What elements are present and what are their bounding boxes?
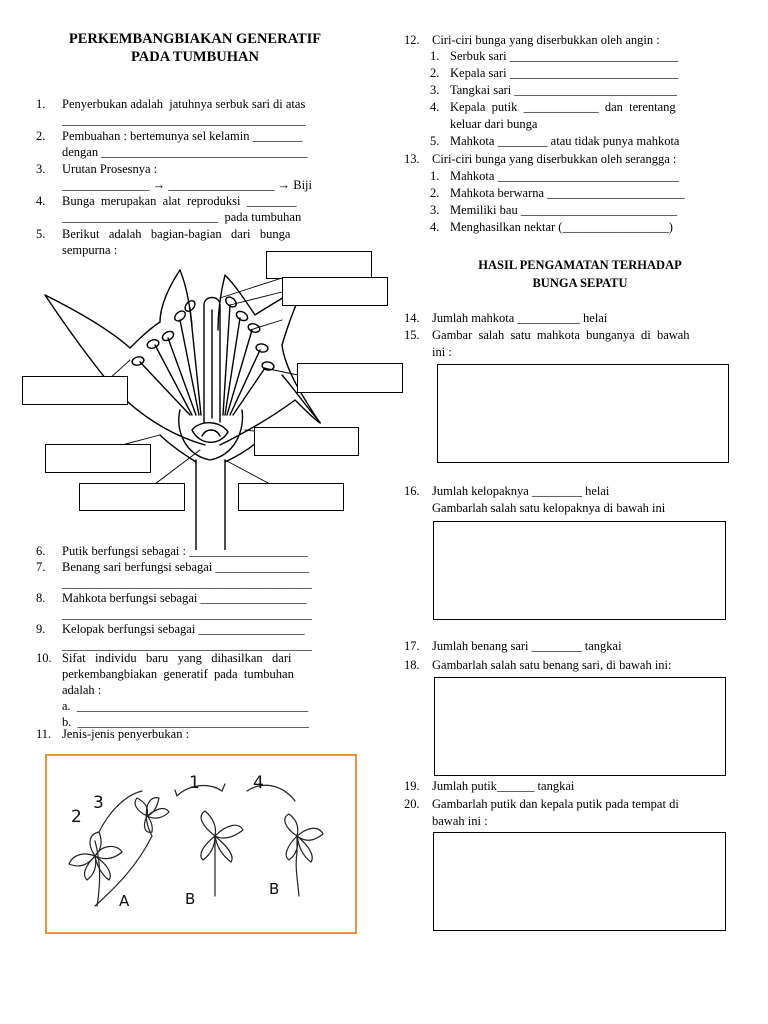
pollination-letter-b-2: B <box>269 880 280 898</box>
question-number: 8. <box>36 591 46 605</box>
question-number: 19. <box>404 779 420 793</box>
list-item[interactable]: Mahkota berwarna ______________________ <box>450 186 685 200</box>
answer-blank[interactable]: ______________ → _________________ → Biji <box>62 178 313 192</box>
question-11 <box>36 726 362 744</box>
list-item[interactable]: Serbuk sari ___________________________ <box>450 49 679 63</box>
pollination-number-2: 2 <box>71 807 82 827</box>
observation-heading-line-2: BUNGA SEPATU <box>532 276 628 290</box>
question-12 <box>404 32 734 152</box>
question-text: Jumlah kelopaknya ________ helai <box>432 484 610 498</box>
pollination-letter-a: A <box>119 892 130 910</box>
question-text: Sifat individu baru yang dihasilkan dari <box>62 651 292 665</box>
question-text: Kelopak berfungsi sebagai _________________ <box>62 622 305 636</box>
question-16 <box>404 483 734 517</box>
label-box-7[interactable] <box>79 483 185 511</box>
list-item-continuation: keluar dari bunga <box>450 117 538 131</box>
label-box-5[interactable] <box>254 427 359 456</box>
question-number: 6. <box>36 544 46 558</box>
question-text: sempurna : <box>62 243 118 257</box>
label-box-1[interactable] <box>266 251 372 279</box>
title-line-2: PADA TUMBUHAN <box>131 49 259 65</box>
list-item-number: 4. <box>430 220 440 234</box>
question-4 <box>36 193 362 227</box>
answer-blank[interactable]: ________________________________________ <box>62 607 312 621</box>
question-number: 11. <box>36 727 52 741</box>
question-1 <box>36 96 362 130</box>
list-item[interactable]: Tangkai sari __________________________ <box>450 83 677 97</box>
drawing-box-pistil[interactable] <box>433 832 726 931</box>
pollination-number-1: 1 <box>189 773 200 793</box>
question-text: bawah ini : <box>432 814 488 828</box>
observation-heading-line-1: HASIL PENGAMATAN TERHADAP <box>478 258 682 272</box>
list-item-number: 3. <box>430 203 440 217</box>
question-2 <box>36 128 362 162</box>
pollination-letter-b-1: B <box>185 890 196 908</box>
answer-blank-b[interactable]: b. _____________________________________ <box>62 715 309 729</box>
question-text: Urutan Prosesnya : <box>62 162 158 176</box>
list-item-number: 4. <box>430 100 440 114</box>
question-10 <box>36 650 362 734</box>
question-number: 5. <box>36 227 46 241</box>
question-number: 4. <box>36 194 46 208</box>
question-number: 13. <box>404 152 420 166</box>
question-number: 3. <box>36 162 46 176</box>
question-20 <box>404 796 734 830</box>
question-text: Gambar salah satu mahkota bunganya di bawah <box>432 328 690 342</box>
question-text: Ciri-ciri bunga yang diserbukkan oleh serangga : <box>432 152 677 166</box>
question-7 <box>36 559 362 593</box>
question-19 <box>404 778 734 796</box>
question-text: ini : <box>432 345 452 359</box>
question-text: Jenis-jenis penyerbukan : <box>62 727 190 741</box>
question-number: 14. <box>404 311 420 325</box>
question-text: Gambarlah putik dan kepala putik pada tempat di <box>432 797 679 811</box>
question-13 <box>404 151 734 239</box>
label-box-2[interactable] <box>282 277 388 306</box>
drawing-box-sepal[interactable] <box>433 521 726 620</box>
question-number: 15. <box>404 328 420 342</box>
question-text: Gambarlah salah satu benang sari, di bawah ini: <box>432 658 672 672</box>
question-text: Mahkota berfungsi sebagai _________________ <box>62 591 307 605</box>
pollination-image <box>45 754 357 934</box>
question-number: 18. <box>404 658 420 672</box>
title-line-1: PERKEMBANGBIAKAN GENERATIF <box>68 31 322 47</box>
question-18 <box>404 657 734 675</box>
question-text: Jumlah putik______ tangkai <box>432 779 575 793</box>
answer-blank[interactable]: _________________________ pada tumbuhan <box>62 210 302 224</box>
answer-blank-a[interactable]: a. _____________________________________ <box>62 699 309 713</box>
question-text: Putik berfungsi sebagai : ___________________ <box>62 544 308 558</box>
question-text: adalah : <box>62 683 102 697</box>
question-text: Jumlah mahkota __________ helai <box>432 311 608 325</box>
observation-heading <box>430 256 730 292</box>
list-item[interactable]: Mahkota ________ atau tidak punya mahkota <box>450 134 680 148</box>
question-number: 10. <box>36 651 52 665</box>
question-text: perkembangbiakan generatif pada tumbuhan <box>62 667 294 681</box>
question-number: 16. <box>404 484 420 498</box>
question-number: 12. <box>404 33 420 47</box>
question-15 <box>404 327 734 361</box>
question-17 <box>404 638 734 656</box>
question-number: 20. <box>404 797 420 811</box>
answer-blank[interactable]: dengan _________________________________ <box>62 145 308 159</box>
drawing-box-petal[interactable] <box>437 364 729 463</box>
answer-blank[interactable]: ________________________________________ <box>62 638 312 652</box>
question-number: 2. <box>36 129 46 143</box>
label-box-3[interactable] <box>297 363 403 393</box>
question-text: Bunga merupakan alat reproduksi ________ <box>62 194 297 208</box>
question-text: Berikut adalah bagian-bagian dari bunga <box>62 227 291 241</box>
question-text: Benang sari berfungsi sebagai _______________ <box>62 560 310 574</box>
question-8 <box>36 590 362 624</box>
question-number: 1. <box>36 97 46 111</box>
list-item-number: 2. <box>430 66 440 80</box>
list-item[interactable]: Menghasilkan nektar (_________________) <box>450 220 673 234</box>
question-text: Jumlah benang sari ________ tangkai <box>432 639 622 653</box>
question-text: Pembuahan : bertemunya sel kelamin ________ <box>62 129 303 143</box>
list-item-number: 1. <box>430 49 440 63</box>
answer-blank[interactable]: _______________________________________ <box>62 113 306 127</box>
question-number: 17. <box>404 639 420 653</box>
question-number: 7. <box>36 560 46 574</box>
worksheet-title <box>30 30 360 66</box>
pollination-drawing <box>47 756 355 932</box>
question-text: Ciri-ciri bunga yang diserbukkan oleh angin : <box>432 33 660 47</box>
list-item-number: 1. <box>430 169 440 183</box>
list-item[interactable]: Kepala sari ___________________________ <box>450 66 679 80</box>
label-box-4[interactable] <box>22 376 128 405</box>
pollination-number-3: 3 <box>93 793 104 813</box>
answer-blank[interactable]: ________________________________________ <box>62 576 312 590</box>
drawing-box-stamen[interactable] <box>434 677 726 776</box>
question-number: 9. <box>36 622 46 636</box>
list-item-number: 3. <box>430 83 440 97</box>
pollination-number-4: 4 <box>253 773 264 793</box>
question-text: Penyerbukan adalah jatuhnya serbuk sari di atas <box>62 97 306 111</box>
label-box-8[interactable] <box>238 483 344 511</box>
list-item[interactable]: Kepala putik ____________ dan terentang <box>450 100 676 114</box>
question-text: Gambarlah salah satu kelopaknya di bawah ini <box>432 501 666 515</box>
label-box-6[interactable] <box>45 444 151 473</box>
list-item-number: 5. <box>430 134 440 148</box>
question-14 <box>404 310 734 328</box>
list-item[interactable]: Memiliki bau _________________________ <box>450 203 678 217</box>
question-3 <box>36 161 362 195</box>
list-item[interactable]: Mahkota _____________________________ <box>450 169 679 183</box>
list-item-number: 2. <box>430 186 440 200</box>
